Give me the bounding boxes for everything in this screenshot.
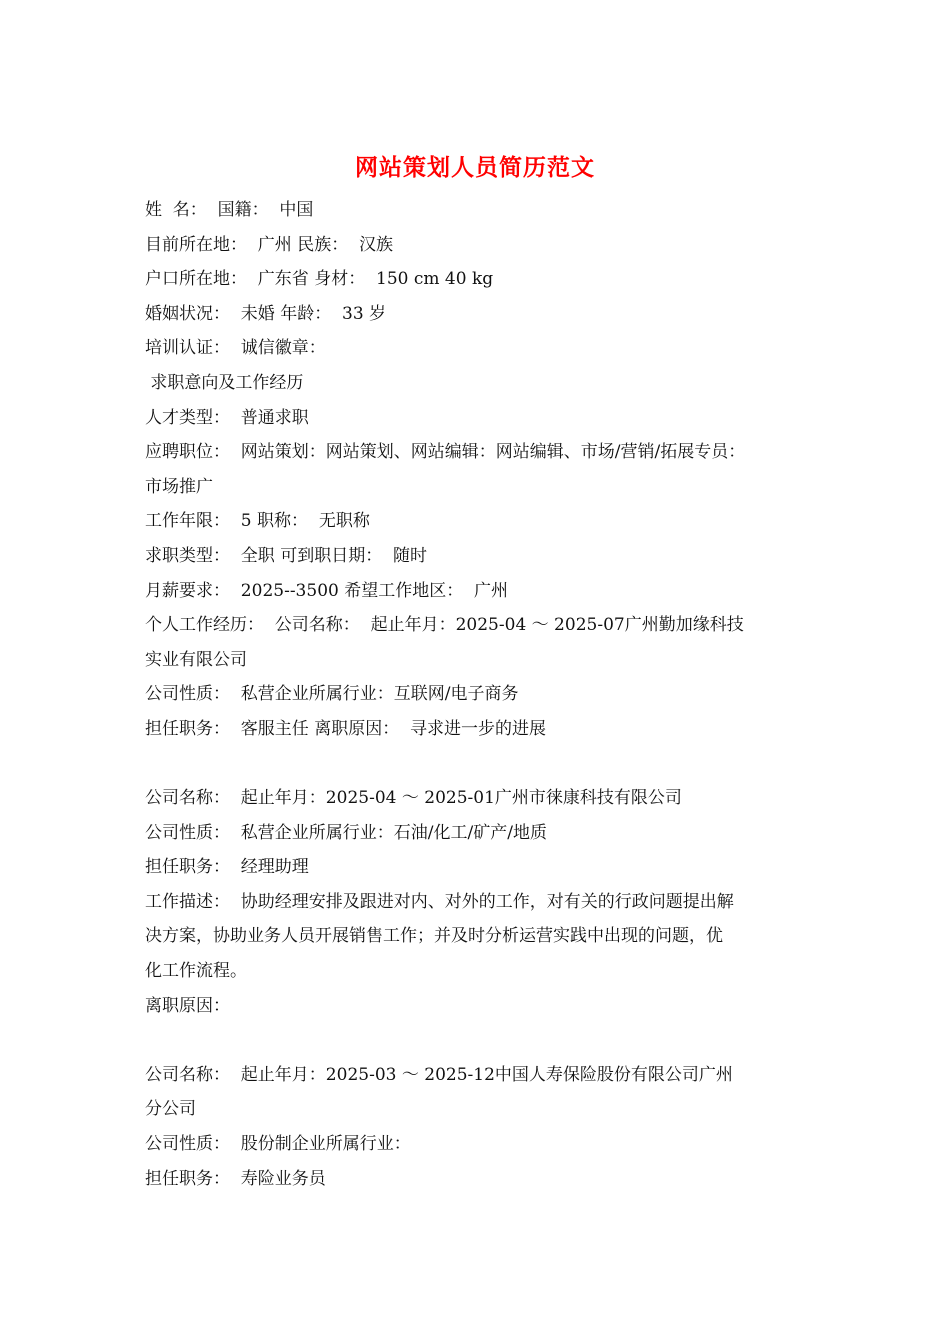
text-line: 工作描述： 协助经理安排及跟进对内、对外的工作，对有关的行政问题提出解 xyxy=(145,891,734,912)
text-line: 离职原因： xyxy=(145,995,230,1016)
document-title: 网站策划人员简历范文 xyxy=(355,154,595,181)
text-line: 月薪要求： 2025--3500 希望工作地区： 广州 xyxy=(145,580,509,601)
text-line: 实业有限公司 xyxy=(145,649,247,670)
text-line: 担任职务： 客服主任 离职原因： 寻求进一步的进展 xyxy=(145,718,547,739)
text-line: 目前所在地： 广州 民族： 汉族 xyxy=(145,234,394,255)
text-line: 公司性质： 股份制企业所属行业： xyxy=(145,1134,411,1155)
text-line: 担任职务： 寿险业务员 xyxy=(145,1168,326,1189)
text-line: 公司名称： 起止年月：2025-04 ～ 2025-01广州市徕康科技有限公司 xyxy=(145,788,682,809)
section-heading: 求职意向及工作经历 xyxy=(145,372,304,393)
text-line: 化工作流程。 xyxy=(145,961,247,982)
text-line: 婚姻状况： 未婚 年龄： 33 岁 xyxy=(145,303,387,324)
text-line: 应聘职位： 网站策划：网站策划、网站编辑：网站编辑、市场/营销/拓展专员： xyxy=(145,442,746,463)
text-line: 公司性质： 私营企业所属行业：互联网/电子商务 xyxy=(145,684,519,705)
text-line: 市场推广 xyxy=(145,476,213,497)
text-line: 分公司 xyxy=(145,1099,196,1120)
text-line: 个人工作经历： 公司名称： 起止年月：2025-04 ～ 2025-07广州勤加缘科技 xyxy=(145,615,744,636)
text-line: 姓 名： 国籍： 中国 xyxy=(145,200,314,220)
text-line: 培训认证： 诚信徽章： xyxy=(145,338,326,359)
text-line: 户口所在地： 广东省 身材： 150 cm 40 kg xyxy=(145,269,494,290)
text-line: 公司名称： 起止年月：2025-03 ～ 2025-12中国人寿保险股份有限公司广州 xyxy=(145,1064,733,1085)
text-line: 人才类型： 普通求职 xyxy=(145,407,309,428)
text-line: 公司性质： 私营企业所属行业：石油/化工/矿产/地质 xyxy=(145,822,547,843)
blank-line xyxy=(145,747,815,782)
text-line: 工作年限： 5 职称： 无职称 xyxy=(145,511,370,532)
text-line: 担任职务： 经理助理 xyxy=(145,857,309,878)
text-line: 决方案，协助业务人员开展销售工作；并及时分析运营实践中出现的问题，优 xyxy=(145,926,723,947)
text-line: 求职类型： 全职 可到职日期： 随时 xyxy=(145,545,428,566)
blank-line xyxy=(145,1023,815,1058)
resume-body xyxy=(145,193,815,1196)
